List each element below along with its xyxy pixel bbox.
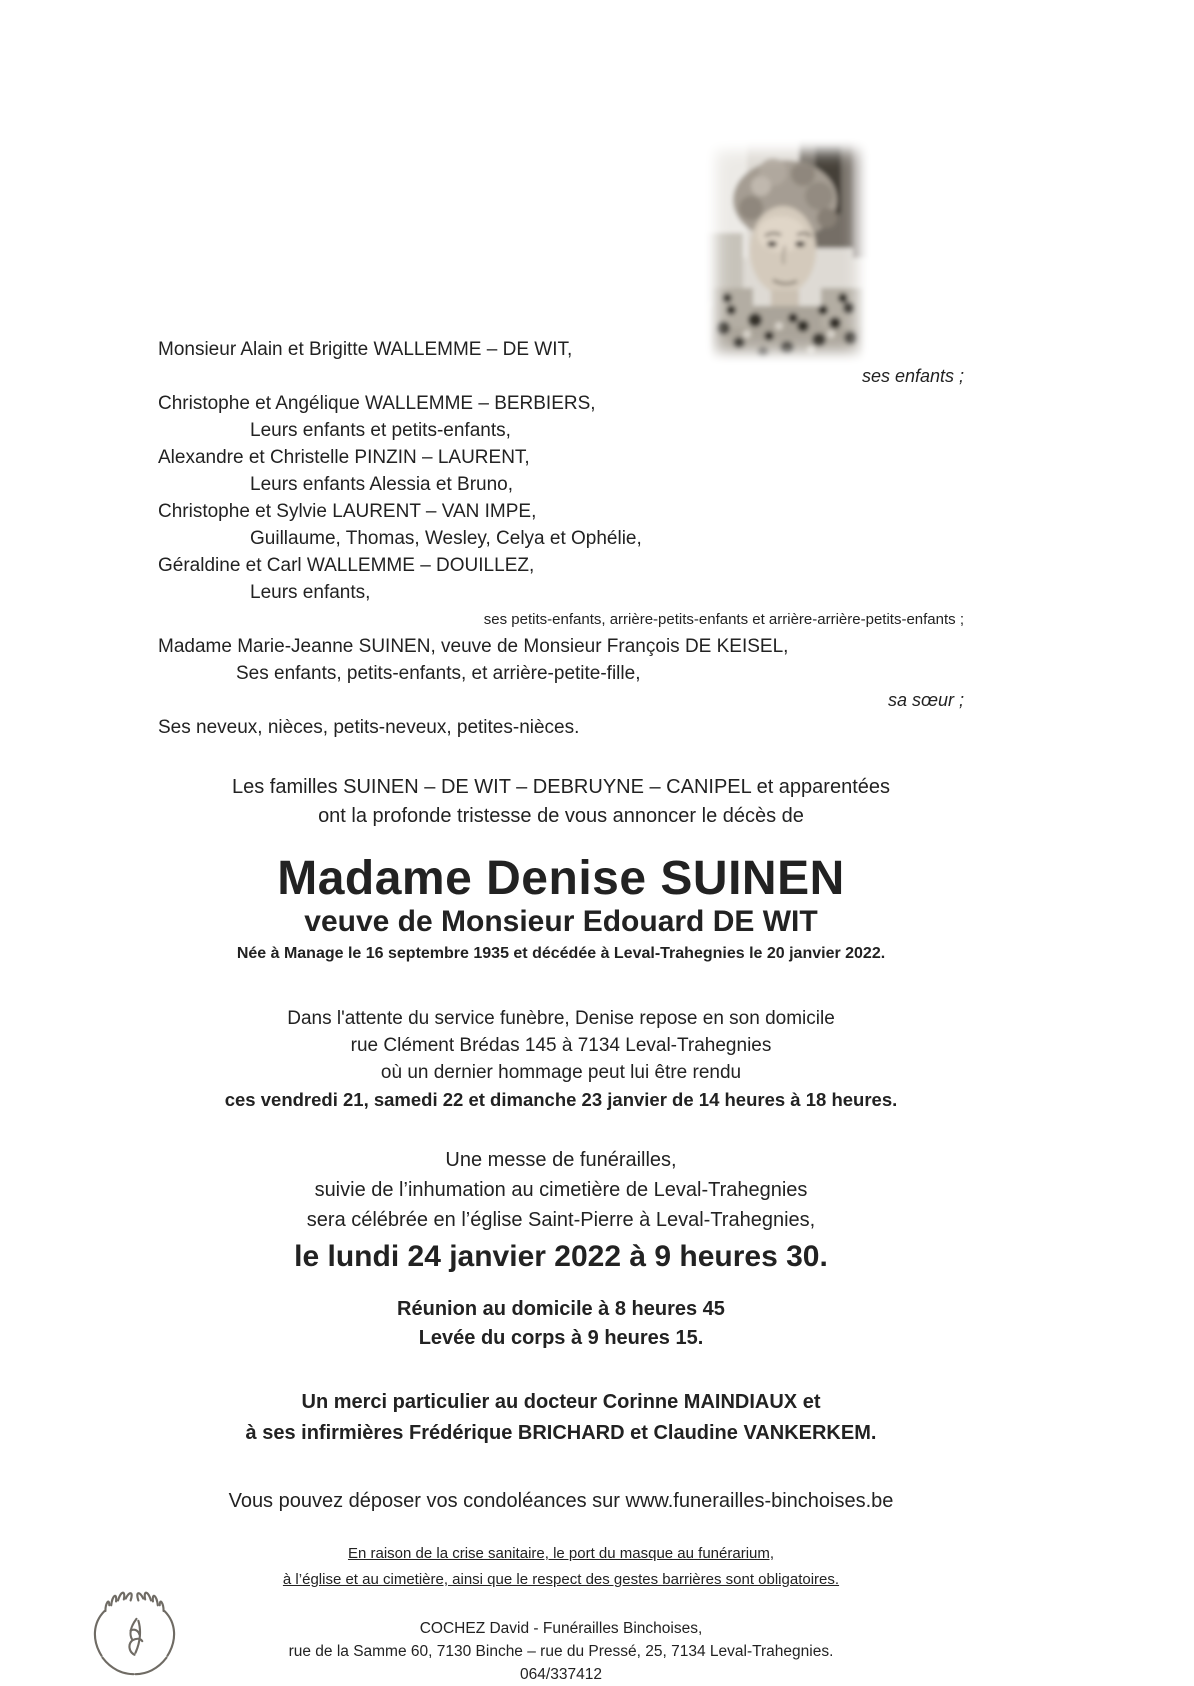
family-line: Ses neveux, nièces, petits-neveux, petites-nièces. bbox=[158, 717, 580, 738]
hands-dove-icon bbox=[86, 1582, 183, 1679]
repose-line: Dans l'attente du service funèbre, Denise repose en son domicile bbox=[287, 1008, 835, 1029]
funeral-line: sera célébrée en l’église Saint-Pierre à Leval-Trahegnies, bbox=[306, 1209, 816, 1231]
deceased-name: Madame Denise SUINEN bbox=[277, 852, 845, 905]
family-line: Christophe et Sylvie LAURENT – VAN IMPE, bbox=[158, 501, 537, 522]
family-line: sa sœur ; bbox=[887, 690, 964, 710]
announcement bbox=[158, 773, 964, 831]
condolences-line: Vous pouvez déposer vos condoléances sur www.funerailles-binchoises.be bbox=[228, 1490, 894, 1512]
family-line: Guillaume, Thomas, Wesley, Celya et Ophélie, bbox=[250, 528, 642, 549]
family-list bbox=[158, 336, 964, 741]
footer-line: rue de la Samme 60, 7130 Binche – rue du Pressé, 25, 7134 Leval-Trahegnies. bbox=[288, 1643, 834, 1660]
family-line: Leurs enfants et petits-enfants, bbox=[250, 420, 511, 441]
footer-block bbox=[158, 1617, 964, 1686]
thanks-block bbox=[158, 1387, 964, 1449]
thanks-line: à ses infirmières Frédérique BRICHARD et Claudine VANKERKEM. bbox=[245, 1422, 877, 1444]
footer-line: 064/337412 bbox=[520, 1666, 602, 1683]
family-line: Alexandre et Christelle PINZIN – LAURENT, bbox=[158, 447, 530, 468]
family-line: Monsieur Alain et Brigitte WALLEMME – DE WIT, bbox=[158, 339, 573, 360]
announcement-line: ont la profonde tristesse de vous annoncer le décès de bbox=[318, 805, 804, 827]
funeral-line: suivie de l’inhumation au cimetière de Leval-Trahegnies bbox=[314, 1179, 808, 1201]
footer-line: COCHEZ David - Funérailles Binchoises, bbox=[419, 1620, 703, 1637]
meeting-line: Levée du corps à 9 heures 15. bbox=[418, 1327, 704, 1349]
family-line: ses petits-enfants, arrière-petits-enfants et arrière-arrière-petits-enfants ; bbox=[483, 611, 964, 628]
family-line: ses enfants ; bbox=[861, 366, 964, 386]
repose-block bbox=[158, 1005, 964, 1113]
covid-line: à l’église et au cimetière, ainsi que le respect des gestes barrières sont obligatoires. bbox=[282, 1571, 840, 1588]
deceased-subtitle: veuve de Monsieur Edouard DE WIT bbox=[304, 905, 818, 938]
repose-line: ces vendredi 21, samedi 22 et dimanche 23 janvier de 14 heures à 18 heures. bbox=[224, 1089, 898, 1110]
family-line: Christophe et Angélique WALLEMME – BERBIERS, bbox=[158, 393, 596, 414]
repose-line: rue Clément Brédas 145 à 7134 Leval-Trahegnies bbox=[350, 1035, 772, 1056]
funeral-block bbox=[158, 1145, 964, 1235]
birth-death-line: Née à Manage le 16 septembre 1935 et décédée à Leval-Trahegnies le 20 janvier 2022. bbox=[236, 945, 886, 962]
family-line: Madame Marie-Jeanne SUINEN, veuve de Monsieur François DE KEISEL, bbox=[158, 636, 789, 657]
funeral-home-logo bbox=[86, 1582, 183, 1679]
family-line: Leurs enfants, bbox=[250, 582, 371, 603]
document-body bbox=[158, 336, 964, 1686]
family-line: Leurs enfants Alessia et Bruno, bbox=[250, 474, 513, 495]
family-line: Ses enfants, petits-enfants, et arrière-petite-fille, bbox=[236, 663, 641, 684]
repose-line: où un dernier hommage peut lui être rendu bbox=[380, 1062, 742, 1083]
portrait-photo-image bbox=[703, 138, 871, 365]
meeting-line: Réunion au domicile à 8 heures 45 bbox=[397, 1298, 725, 1320]
meeting-block bbox=[158, 1295, 964, 1353]
family-line: Géraldine et Carl WALLEMME – DOUILLEZ, bbox=[158, 555, 535, 576]
covid-line: En raison de la crise sanitaire, le port du masque au funérarium, bbox=[347, 1545, 775, 1562]
portrait-photo bbox=[703, 138, 871, 365]
funeral-line: Une messe de funérailles, bbox=[445, 1149, 677, 1171]
announcement-line: Les familles SUINEN – DE WIT – DEBRUYNE – CANIPEL et apparentées bbox=[231, 776, 891, 798]
covid-notice bbox=[158, 1541, 964, 1593]
thanks-line: Un merci particulier au docteur Corinne MAINDIAUX et bbox=[301, 1391, 821, 1413]
funeral-date: le lundi 24 janvier 2022 à 9 heures 30. bbox=[294, 1240, 828, 1273]
